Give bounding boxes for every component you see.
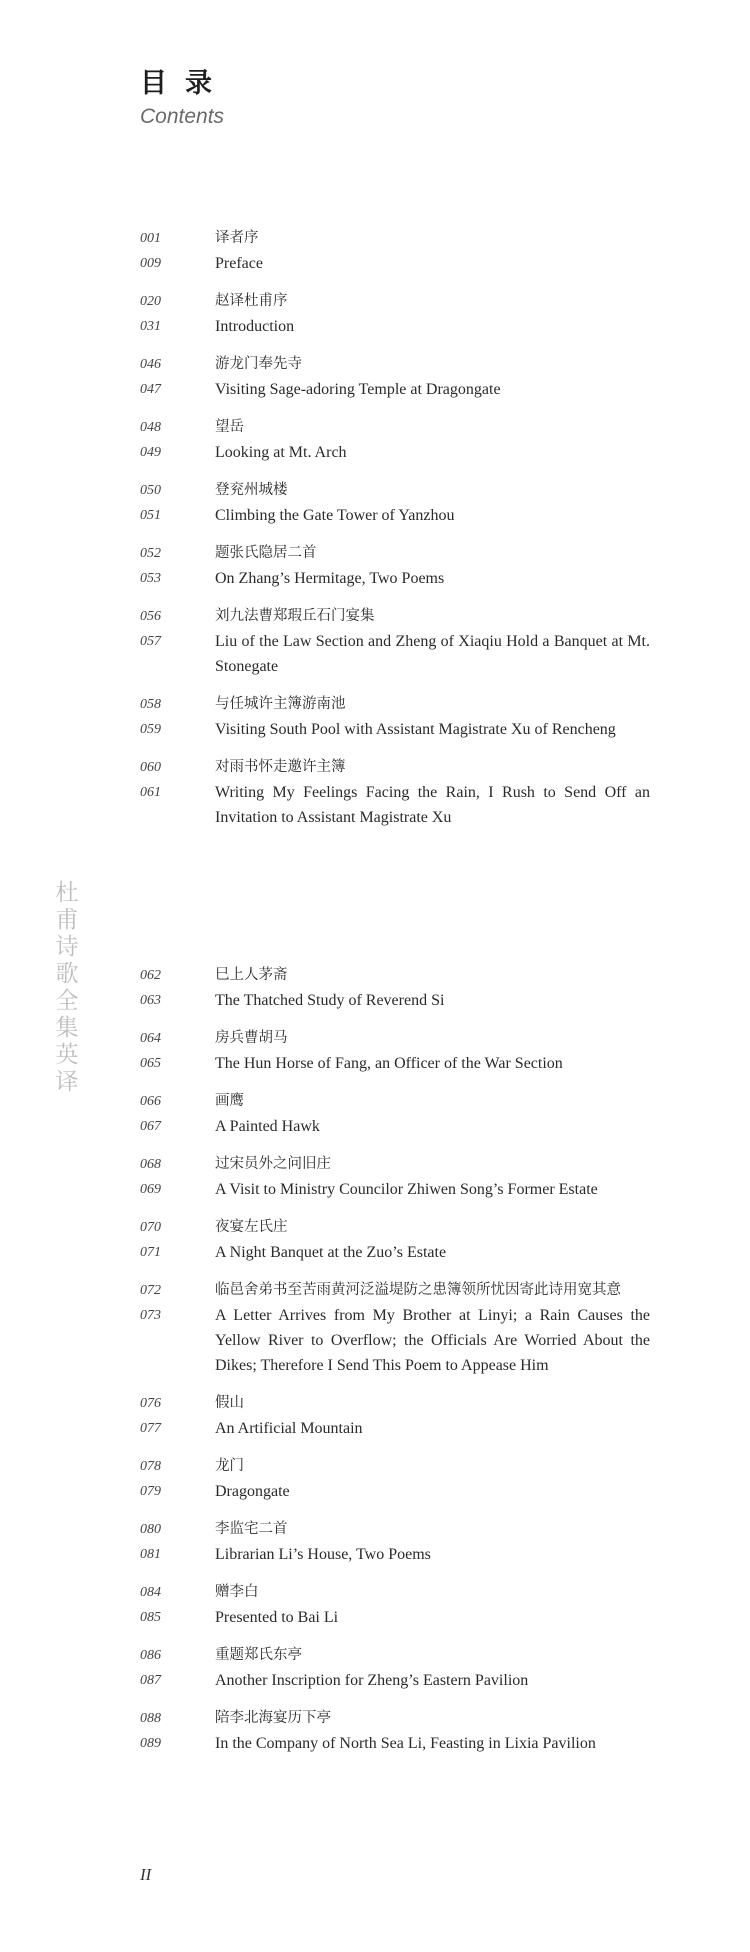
toc-line (140, 755, 650, 780)
toc-entry[interactable] (140, 352, 650, 402)
page-ref-number: 073 (140, 1308, 161, 1323)
toc-entry[interactable] (140, 1391, 650, 1441)
page-ref-number: 085 (140, 1610, 161, 1625)
english-title: Visiting Sage-adoring Temple at Dragongate (215, 381, 501, 398)
toc-entry[interactable] (140, 226, 650, 276)
chinese-title: 刘九法曹郑瑕丘石门宴集 (215, 608, 375, 624)
english-title: Visiting South Pool with Assistant Magistrate Xu of Rencheng (215, 721, 616, 738)
page-ref-number: 047 (140, 382, 161, 397)
page-ref-number: 072 (140, 1283, 161, 1298)
side-title-char: 杜 (55, 880, 79, 906)
toc-line (140, 289, 650, 314)
page-ref-number: 049 (140, 445, 161, 460)
page-ref-number: 068 (140, 1157, 161, 1172)
toc-line (140, 251, 650, 276)
toc-line (140, 1303, 650, 1378)
page-ref-number: 078 (140, 1459, 161, 1474)
page-ref-number: 020 (140, 294, 161, 309)
toc-line (140, 1479, 650, 1504)
toc-entry[interactable] (140, 1152, 650, 1202)
toc-entry[interactable] (140, 1089, 650, 1139)
chinese-title: 题张氏隐居二首 (215, 545, 317, 561)
page-ref-number: 063 (140, 993, 161, 1008)
toc-line (140, 377, 650, 402)
page-ref-number: 088 (140, 1711, 161, 1726)
toc-line (140, 1416, 650, 1441)
toc-line (140, 1668, 650, 1693)
toc-line (140, 1542, 650, 1567)
toc-entry[interactable] (140, 1706, 650, 1756)
page-ref-number: 052 (140, 546, 161, 561)
toc-line (140, 1114, 650, 1139)
page-ref-number: 080 (140, 1522, 161, 1537)
page-ref-number: 057 (140, 634, 161, 649)
toc-line (140, 314, 650, 339)
page-ref-number: 087 (140, 1673, 161, 1688)
english-title: Looking at Mt. Arch (215, 444, 347, 461)
english-title: The Hun Horse of Fang, an Officer of the War Section (215, 1055, 563, 1072)
english-title: Liu of the Law Section and Zheng of Xiaqiu Hold a Banquet at Mt. Stonegate (215, 633, 650, 675)
english-title: The Thatched Study of Reverend Si (215, 992, 445, 1009)
chinese-title: 画鹰 (215, 1093, 244, 1109)
page-ref-number: 062 (140, 968, 161, 983)
page-ref-number: 060 (140, 760, 161, 775)
english-title: In the Company of North Sea Li, Feasting in Lixia Pavilion (215, 1735, 596, 1752)
english-title: Introduction (215, 318, 295, 335)
english-title: Climbing the Gate Tower of Yanzhou (215, 507, 455, 524)
chinese-title: 赠李白 (215, 1584, 259, 1600)
side-title-char: 甫 (55, 907, 79, 933)
english-title: Another Inscription for Zheng’s Eastern Pavilion (215, 1672, 529, 1689)
chinese-title: 对雨书怀走邀许主簿 (215, 759, 346, 775)
page-ref-number: 048 (140, 420, 161, 435)
side-title-char: 全 (55, 988, 79, 1014)
toc-entry[interactable] (140, 1278, 650, 1378)
toc-line (140, 1240, 650, 1265)
toc-line (140, 1731, 650, 1756)
page-ref-number: 084 (140, 1585, 161, 1600)
side-title-char: 英 (55, 1042, 79, 1068)
toc-line (140, 226, 650, 251)
toc-line (140, 717, 650, 742)
toc-entry[interactable] (140, 415, 650, 465)
side-title-char: 诗 (55, 934, 79, 960)
toc-entry[interactable] (140, 1580, 650, 1630)
page-header (140, 66, 230, 130)
toc-entry[interactable] (140, 289, 650, 339)
chinese-title: 李监宅二首 (215, 1521, 288, 1537)
page-ref-number: 089 (140, 1736, 161, 1751)
toc-entry[interactable] (140, 1643, 650, 1693)
toc-line (140, 1706, 650, 1731)
page-ref-number: 061 (140, 785, 161, 800)
page-ref-number: 076 (140, 1396, 161, 1411)
title-english: Contents (140, 105, 225, 128)
side-title-char: 歌 (55, 961, 79, 987)
toc-line (140, 1278, 650, 1303)
page-ref-number: 065 (140, 1056, 161, 1071)
page-ref-number: 077 (140, 1421, 161, 1436)
chinese-title: 望岳 (215, 419, 244, 435)
page-ref-number: 046 (140, 357, 161, 372)
chinese-title: 夜宴左氏庄 (215, 1219, 288, 1235)
chinese-title: 游龙门奉先寺 (215, 356, 302, 372)
english-title: Dragongate (215, 1483, 290, 1500)
toc-entry[interactable] (140, 963, 650, 1013)
toc-line (140, 780, 650, 830)
chinese-title: 龙门 (215, 1458, 244, 1474)
page-ref-number: 051 (140, 508, 161, 523)
page-ref-number: 001 (140, 231, 161, 246)
english-title: A Night Banquet at the Zuo’s Estate (215, 1244, 447, 1261)
toc-line (140, 1605, 650, 1630)
page-ref-number: 059 (140, 722, 161, 737)
toc-line (140, 1177, 650, 1202)
chinese-title: 巳上人茅斋 (215, 967, 288, 983)
chinese-title: 赵译杜甫序 (215, 293, 288, 309)
toc-line (140, 1026, 650, 1051)
toc-line (140, 415, 650, 440)
toc-line (140, 566, 650, 591)
toc-line (140, 1089, 650, 1114)
english-title: Presented to Bai Li (215, 1609, 339, 1626)
toc-line (140, 1454, 650, 1479)
chinese-title: 临邑舍弟书至苦雨黄河泛溢堤防之患簿领所忧因寄此诗用宽其意 (215, 1282, 621, 1298)
toc-line (140, 963, 650, 988)
toc-line (140, 1051, 650, 1076)
page-ref-number: 079 (140, 1484, 161, 1499)
page-ref-number: 081 (140, 1547, 161, 1562)
toc-entry[interactable] (140, 692, 650, 742)
title-chinese: 目录 (140, 68, 230, 99)
toc-entry[interactable] (140, 478, 650, 528)
chinese-title: 假山 (215, 1395, 244, 1411)
page-ref-number: 086 (140, 1648, 161, 1663)
page-ref-number: 058 (140, 697, 161, 712)
toc-section-2 (140, 963, 650, 1769)
page-ref-number: 009 (140, 256, 161, 271)
toc-line (140, 1643, 650, 1668)
page-ref-number: 070 (140, 1220, 161, 1235)
english-title: Preface (215, 255, 263, 272)
page-ref-number: 031 (140, 319, 161, 334)
toc-line (140, 1152, 650, 1177)
toc-entry[interactable] (140, 755, 650, 830)
toc-line (140, 1215, 650, 1240)
vertical-book-title (50, 880, 84, 1096)
side-title-char: 译 (55, 1069, 79, 1095)
chinese-title: 陪李北海宴历下亭 (215, 1710, 331, 1726)
english-title: On Zhang’s Hermitage, Two Poems (215, 570, 445, 587)
page-ref-number: 056 (140, 609, 161, 624)
side-title-char: 集 (55, 1015, 79, 1041)
page-ref-number: 067 (140, 1119, 161, 1134)
english-title: Writing My Feelings Facing the Rain, I Rush to Send Off an Invitation to Assistant Magistrate Xu (215, 784, 650, 826)
chinese-title: 登兖州城楼 (215, 482, 288, 498)
toc-entry[interactable] (140, 541, 650, 591)
page-ref-number: 069 (140, 1182, 161, 1197)
page-ref-number: 050 (140, 483, 161, 498)
toc-line (140, 988, 650, 1013)
chinese-title: 与任城许主簿游南池 (215, 696, 346, 712)
toc-line (140, 604, 650, 629)
page-ref-number: 064 (140, 1031, 161, 1046)
toc-line (140, 478, 650, 503)
toc-entry[interactable] (140, 604, 650, 679)
english-title: A Letter Arrives from My Brother at Linyi; a Rain Causes the Yellow River to Overflow; the Officials Are Worried About the Dikes; Therefore I Send This Poem to Appease Him (215, 1307, 650, 1374)
toc-line (140, 503, 650, 528)
toc-line (140, 440, 650, 465)
chinese-title: 译者序 (215, 230, 259, 246)
chinese-title: 过宋员外之问旧庄 (215, 1156, 331, 1172)
english-title: A Visit to Ministry Councilor Zhiwen Song’s Former Estate (215, 1181, 598, 1198)
toc-line (140, 1391, 650, 1416)
page-number: II (140, 1865, 152, 1884)
toc-line (140, 541, 650, 566)
page-ref-number: 053 (140, 571, 161, 586)
toc-line (140, 629, 650, 679)
toc-entry[interactable] (140, 1454, 650, 1504)
toc-line (140, 1517, 650, 1542)
page-ref-number: 071 (140, 1245, 161, 1260)
toc-entry[interactable] (140, 1517, 650, 1567)
english-title: An Artificial Mountain (215, 1420, 363, 1437)
page-ref-number: 066 (140, 1094, 161, 1109)
toc-line (140, 692, 650, 717)
toc-entry[interactable] (140, 1026, 650, 1076)
toc-line (140, 352, 650, 377)
toc-section-1 (140, 226, 650, 843)
toc-entry[interactable] (140, 1215, 650, 1265)
chinese-title: 房兵曹胡马 (215, 1030, 288, 1046)
english-title: Librarian Li’s House, Two Poems (215, 1546, 431, 1563)
chinese-title: 重题郑氏东亭 (215, 1647, 302, 1663)
english-title: A Painted Hawk (215, 1118, 320, 1135)
toc-line (140, 1580, 650, 1605)
